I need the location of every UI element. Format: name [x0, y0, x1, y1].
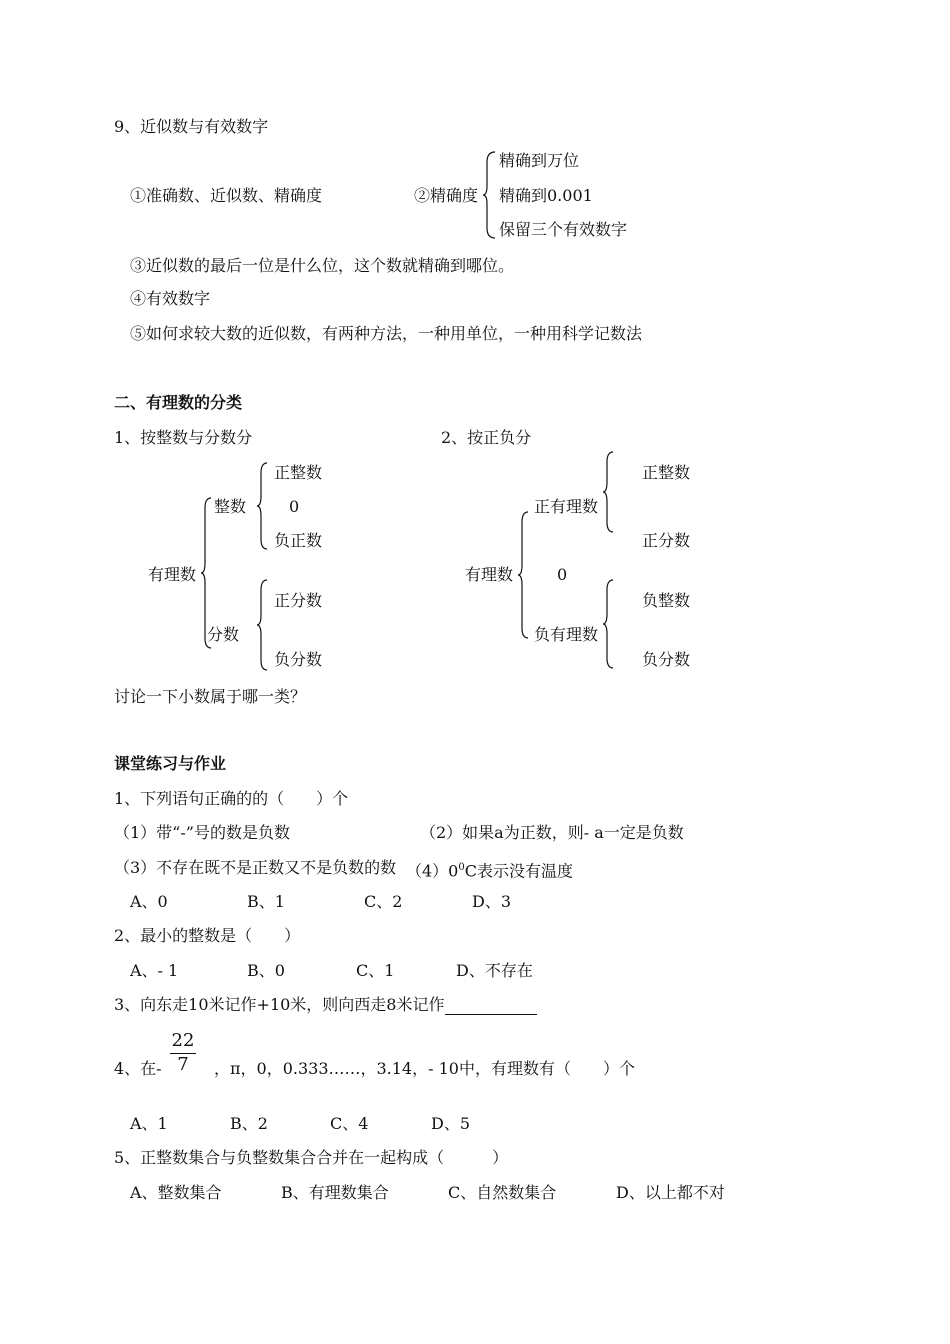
left-tree-root: 有理数: [148, 565, 197, 584]
q4-option: D、5: [431, 1114, 471, 1133]
section9-item3: ③近似数的最后一位是什么位，这个数就精确到哪位。: [130, 256, 515, 275]
section9-item4: ④有效数字: [130, 289, 211, 308]
left-integer-label: 整数: [214, 497, 247, 516]
left-tree-title: 1、按整数与分数分: [114, 428, 253, 447]
q4-fraction: [170, 1030, 196, 1076]
q1-option: C、2: [364, 892, 403, 911]
q3-line: [114, 995, 537, 1015]
q2-option: C、1: [356, 961, 395, 980]
left-integer-child: 0: [289, 497, 300, 516]
right-tree-title: 2、按正负分: [441, 428, 532, 447]
exercises-heading: 课堂练习与作业: [114, 754, 227, 773]
q4-option: B、2: [230, 1114, 268, 1133]
q4-option: A、1: [130, 1114, 168, 1133]
q4-fraction-denominator: 7: [177, 1054, 189, 1075]
section9-item2-label: ②精确度: [414, 186, 479, 205]
right-negative-child: 负整数: [642, 591, 691, 610]
q4-fraction-numerator: 22: [170, 1030, 196, 1054]
q2-option: B、0: [247, 961, 285, 980]
q2-option: A、- 1: [130, 961, 179, 980]
right-positive-brace: [603, 452, 615, 532]
q1-option: B、1: [247, 892, 285, 911]
section9-item5: ⑤如何求较大数的近似数，有两种方法，一种用单位，一种用科学记数法: [130, 324, 643, 343]
precision-option: 精确到0.001: [499, 186, 593, 205]
q2-stem: 2、最小的整数是（ ）: [114, 926, 301, 945]
right-negative-label: 负有理数: [534, 625, 599, 644]
left-integer-child: 正整数: [274, 463, 323, 482]
q1-s4-prefix: （4）0: [406, 861, 459, 881]
q4-option: C、4: [330, 1114, 369, 1133]
right-negative-child: 负分数: [642, 650, 691, 669]
left-integer-child: 负正数: [274, 531, 323, 550]
q1-stem: 1、下列语句正确的的（ ）个: [114, 789, 349, 808]
left-integer-brace: [257, 463, 269, 549]
q1-option: D、3: [472, 892, 512, 911]
q1-option: A、0: [130, 892, 168, 911]
q4-prefix: 4、在-: [114, 1059, 162, 1078]
right-positive-child: 正整数: [642, 463, 691, 482]
right-zero-label: 0: [557, 565, 568, 584]
q5-option: D、以上都不对: [616, 1183, 725, 1202]
right-negative-brace: [603, 580, 615, 668]
q1-s4-superscript: 0: [458, 862, 465, 873]
discussion-prompt: 讨论一下小数属于哪一类？: [114, 687, 307, 706]
left-fraction-child: 负分数: [274, 650, 323, 669]
q5-option: A、整数集合: [130, 1183, 222, 1202]
q5-option: C、自然数集合: [448, 1183, 557, 1202]
q3-answer-blank[interactable]: [445, 1000, 537, 1015]
q1-statement: （2）如果a为正数，则- a一定是负数: [420, 823, 684, 842]
section9-brace: [483, 152, 497, 238]
q2-option: D、不存在: [456, 961, 533, 980]
left-fraction-brace: [257, 580, 269, 670]
left-fraction-label: 分数: [207, 625, 240, 644]
q5-option: B、有理数集合: [281, 1183, 389, 1202]
q3-stem: 3、向东走10米记作+10米，则向西走8米记作: [114, 995, 445, 1014]
right-positive-label: 正有理数: [534, 497, 599, 516]
right-tree-root: 有理数: [465, 565, 514, 584]
precision-option: 精确到万位: [499, 151, 580, 170]
precision-option: 保留三个有效数字: [499, 220, 628, 239]
right-root-brace: [518, 512, 530, 638]
q1-s4-suffix: C表示没有温度: [464, 861, 573, 881]
section9-title: 9、近似数与有效数字: [114, 117, 269, 136]
q5-stem: 5、正整数集合与负整数集合合并在一起构成（ ）: [114, 1148, 509, 1167]
q1-statement-4: [406, 858, 573, 881]
section9-item1: ①准确数、近似数、精确度: [130, 186, 323, 205]
q1-statement: （3）不存在既不是正数又不是负数的数: [114, 858, 397, 877]
section2-heading: 二、有理数的分类: [114, 393, 243, 412]
q4-rest: ，π，0，0.333……，3.14，- 10中，有理数有（ ）个: [214, 1059, 635, 1078]
right-positive-child: 正分数: [642, 531, 691, 550]
q1-statement: （1）带“-”号的数是负数: [114, 823, 290, 842]
left-fraction-child: 正分数: [274, 591, 323, 610]
